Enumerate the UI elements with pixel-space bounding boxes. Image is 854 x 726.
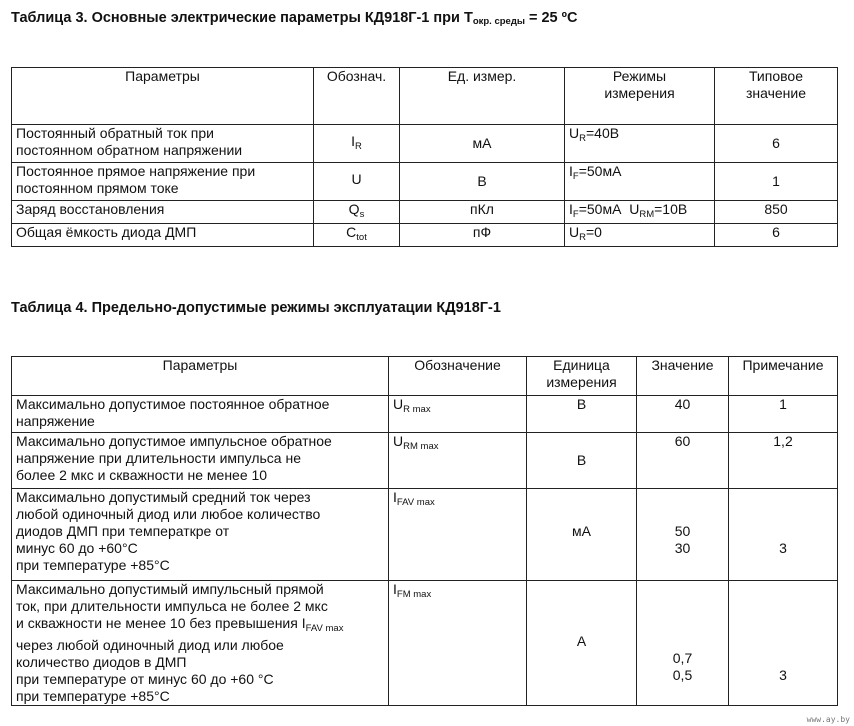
- mode-cell: $U_R=40В$: [565, 125, 715, 163]
- table4-header-symbol: Обозначение: [389, 357, 527, 396]
- mode-cell: $I_F=50мА$: [565, 163, 715, 201]
- symbol-cell: $I_{FAV max}$: [389, 489, 527, 581]
- symbol-cell: $C_{tot}$: [314, 224, 400, 247]
- value-cell: 50 30: [637, 489, 729, 581]
- table4-header-row: [12, 357, 838, 396]
- unit-cell: пФ: [400, 224, 565, 247]
- param-cell: Постоянное прямое напряжение при постоянном прямом токе: [12, 163, 314, 201]
- table-row: [12, 433, 838, 489]
- unit-cell: А: [527, 581, 637, 706]
- value-cell: 6: [715, 125, 838, 163]
- param-cell: Заряд восстановления: [12, 201, 314, 224]
- note-cell: 1: [729, 396, 838, 433]
- table3-title-sub: окр. среды: [472, 16, 525, 27]
- mode-cell: $U_R=0$: [565, 224, 715, 247]
- value-cell: 0,7 0,5: [637, 581, 729, 706]
- table3-title-end: = 25 ºС: [524, 10, 578, 26]
- param-cell: Максимально допустимое импульсное обратное напряжение при длительности импульса не более 2 мкс и скважности не менее 10: [12, 433, 389, 489]
- note-cell: 1,2: [729, 433, 838, 489]
- mode-cell: $I_F=50мА$ $U_{RM}=10В$: [565, 201, 715, 224]
- symbol-cell: $Q_s$: [314, 201, 400, 224]
- unit-cell: пКл: [400, 201, 565, 224]
- note-cell: 3: [729, 581, 838, 706]
- table-row: [12, 396, 838, 433]
- symbol-cell: U: [314, 163, 400, 201]
- table3-title: [11, 10, 577, 27]
- table4: [11, 356, 838, 706]
- value-cell: 40: [637, 396, 729, 433]
- unit-cell: мА: [400, 125, 565, 163]
- table3-header-params: Параметры: [12, 68, 314, 125]
- table4-header-note: Примечание: [729, 357, 838, 396]
- unit-cell: В: [400, 163, 565, 201]
- symbol-cell: $I_R$: [314, 125, 400, 163]
- table-row: [12, 581, 838, 706]
- value-cell: 850: [715, 201, 838, 224]
- table4-title: Таблица 4. Предельно-допустимые режимы эксплуатации КД918Г-1: [11, 300, 501, 316]
- table4-header-unit: Единица измерения: [527, 357, 637, 396]
- table3-header-symbol: Обознач.: [314, 68, 400, 125]
- table4-header-value: Значение: [637, 357, 729, 396]
- table4-header-params: Параметры: [12, 357, 389, 396]
- param-cell: Максимально допустимое постоянное обратное напряжение: [12, 396, 389, 433]
- param-cell: Максимально допустимый средний ток через любой одиночный диод или любое количество диодов ДМП при температкре от минус 60 до +60°С при температуре +85°С: [12, 489, 389, 581]
- param-cell: Постоянный обратный ток при постоянном обратном напряжении: [12, 125, 314, 163]
- symbol-cell: $I_{FM max}$: [389, 581, 527, 706]
- watermark: www.ay.by: [806, 715, 850, 724]
- unit-cell: В: [527, 396, 637, 433]
- unit-cell: мА: [527, 489, 637, 581]
- table-row: [12, 125, 838, 163]
- table3-header-mode: Режимы измерения: [565, 68, 715, 125]
- table3-header-unit: Ед. измер.: [400, 68, 565, 125]
- unit-cell: В: [527, 433, 637, 489]
- table3: [11, 67, 838, 247]
- note-cell: 3: [729, 489, 838, 581]
- value-cell: 60: [637, 433, 729, 489]
- value-cell: 6: [715, 224, 838, 247]
- table-row: [12, 201, 838, 224]
- table3-header-value: Типовое значение: [715, 68, 838, 125]
- table-row: [12, 489, 838, 581]
- table-row: [12, 163, 838, 201]
- symbol-cell: $U_{R max}$: [389, 396, 527, 433]
- value-cell: 1: [715, 163, 838, 201]
- table-row: [12, 224, 838, 247]
- param-cell: Общая ёмкость диода ДМП: [12, 224, 314, 247]
- param-cell: Максимально допустимый импульсный прямой ток, при длительности импульса не более 2 мкс и скважности не менее 10 без превышения $I_{FAV max}$ через любой одиночный диод или любое количество диодов в ДМП при температуре от минус 60 до +60 °С при температуре +85°С: [12, 581, 389, 706]
- table3-header-row: [12, 68, 838, 125]
- symbol-cell: $U_{RM max}$: [389, 433, 527, 489]
- table3-title-text: Таблица 3. Основные электрические параметры КД918Г-1 при Т: [11, 10, 473, 26]
